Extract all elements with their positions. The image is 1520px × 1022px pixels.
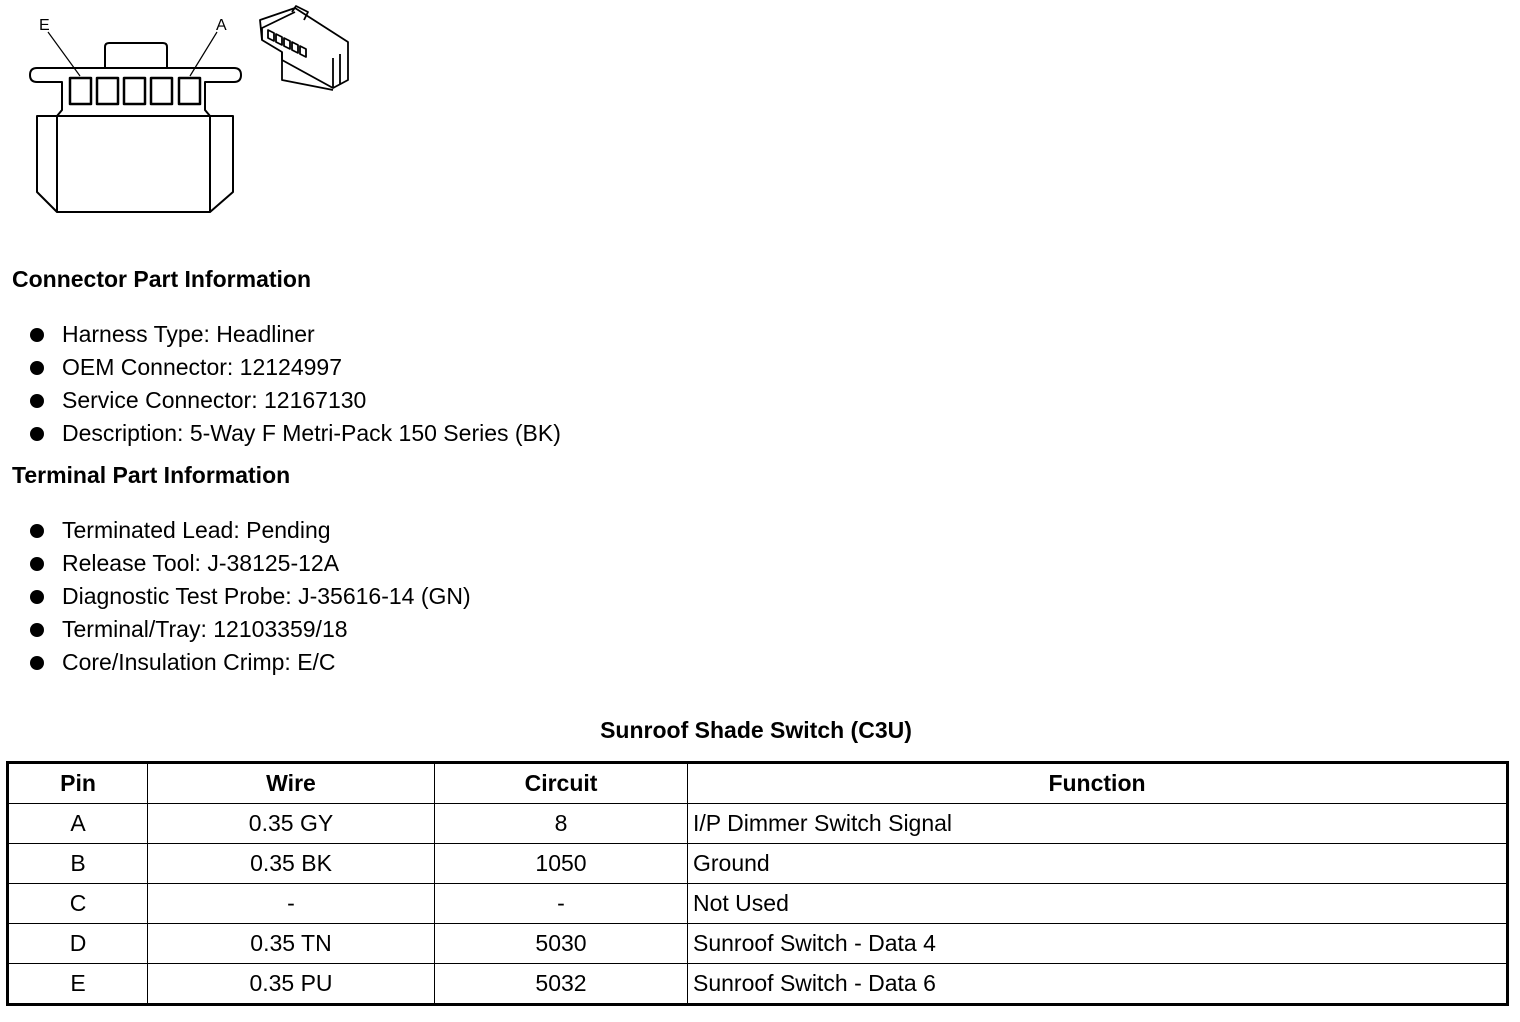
- bullet-icon: [30, 656, 44, 670]
- circuit-cell: 8: [435, 804, 688, 844]
- bullet-icon: [30, 524, 44, 538]
- list-item: Harness Type: Headliner: [28, 318, 561, 351]
- table-header-row: [8, 763, 1508, 804]
- list-item: Description: 5-Way F Metri-Pack 150 Series (BK): [28, 417, 561, 450]
- function-cell: Sunroof Switch - Data 4: [688, 924, 1508, 964]
- list-item: Terminal/Tray: 12103359/18: [28, 613, 471, 646]
- pin-cell: E: [8, 964, 148, 1005]
- function-cell: Sunroof Switch - Data 6: [688, 964, 1508, 1005]
- table-row: [8, 844, 1508, 884]
- circuit-cell: -: [435, 884, 688, 924]
- function-cell: I/P Dimmer Switch Signal: [688, 804, 1508, 844]
- wire-cell: 0.35 TN: [148, 924, 435, 964]
- pin-cell: A: [8, 804, 148, 844]
- pin-cell: C: [8, 884, 148, 924]
- bullet-icon: [30, 328, 44, 342]
- circuit-cell: 5032: [435, 964, 688, 1005]
- wire-cell: 0.35 BK: [148, 844, 435, 884]
- terminal-part-heading: Terminal Part Information: [12, 462, 291, 488]
- terminal-part-list: [28, 514, 471, 679]
- list-item: Terminated Lead: Pending: [28, 514, 471, 547]
- circuit-cell: 1050: [435, 844, 688, 884]
- table-row: [8, 924, 1508, 964]
- table-row: [8, 964, 1508, 1005]
- connector-part-list: [28, 318, 561, 450]
- list-item: Diagnostic Test Probe: J-35616-14 (GN): [28, 580, 471, 613]
- bullet-icon: [30, 590, 44, 604]
- connector-face-diagram: [0, 0, 370, 225]
- bullet-icon: [30, 394, 44, 408]
- table-row: [8, 884, 1508, 924]
- bullet-icon: [30, 361, 44, 375]
- list-item: Core/Insulation Crimp: E/C: [28, 646, 471, 679]
- list-item: Service Connector: 12167130: [28, 384, 561, 417]
- connector-isometric-icon: [260, 6, 348, 90]
- list-item: OEM Connector: 12124997: [28, 351, 561, 384]
- table-title: Sunroof Shade Switch (C3U): [600, 717, 912, 743]
- table-row: [8, 804, 1508, 844]
- function-cell: Ground: [688, 844, 1508, 884]
- column-header-pin: Pin: [8, 763, 148, 804]
- circuit-cell: 5030: [435, 924, 688, 964]
- column-header-circuit: Circuit: [435, 763, 688, 804]
- column-header-function: Function: [688, 763, 1508, 804]
- function-cell: Not Used: [688, 884, 1508, 924]
- bullet-icon: [30, 557, 44, 571]
- pin-cell: D: [8, 924, 148, 964]
- connector-part-heading: Connector Part Information: [12, 266, 312, 292]
- wire-cell: -: [148, 884, 435, 924]
- pin-table: [6, 761, 1509, 1006]
- pin-label-e: E: [39, 17, 50, 34]
- wire-cell: 0.35 GY: [148, 804, 435, 844]
- column-header-wire: Wire: [148, 763, 435, 804]
- bullet-icon: [30, 623, 44, 637]
- wire-cell: 0.35 PU: [148, 964, 435, 1005]
- pin-cell: B: [8, 844, 148, 884]
- list-item: Release Tool: J-38125-12A: [28, 547, 471, 580]
- pin-label-a: A: [216, 17, 227, 34]
- bullet-icon: [30, 427, 44, 441]
